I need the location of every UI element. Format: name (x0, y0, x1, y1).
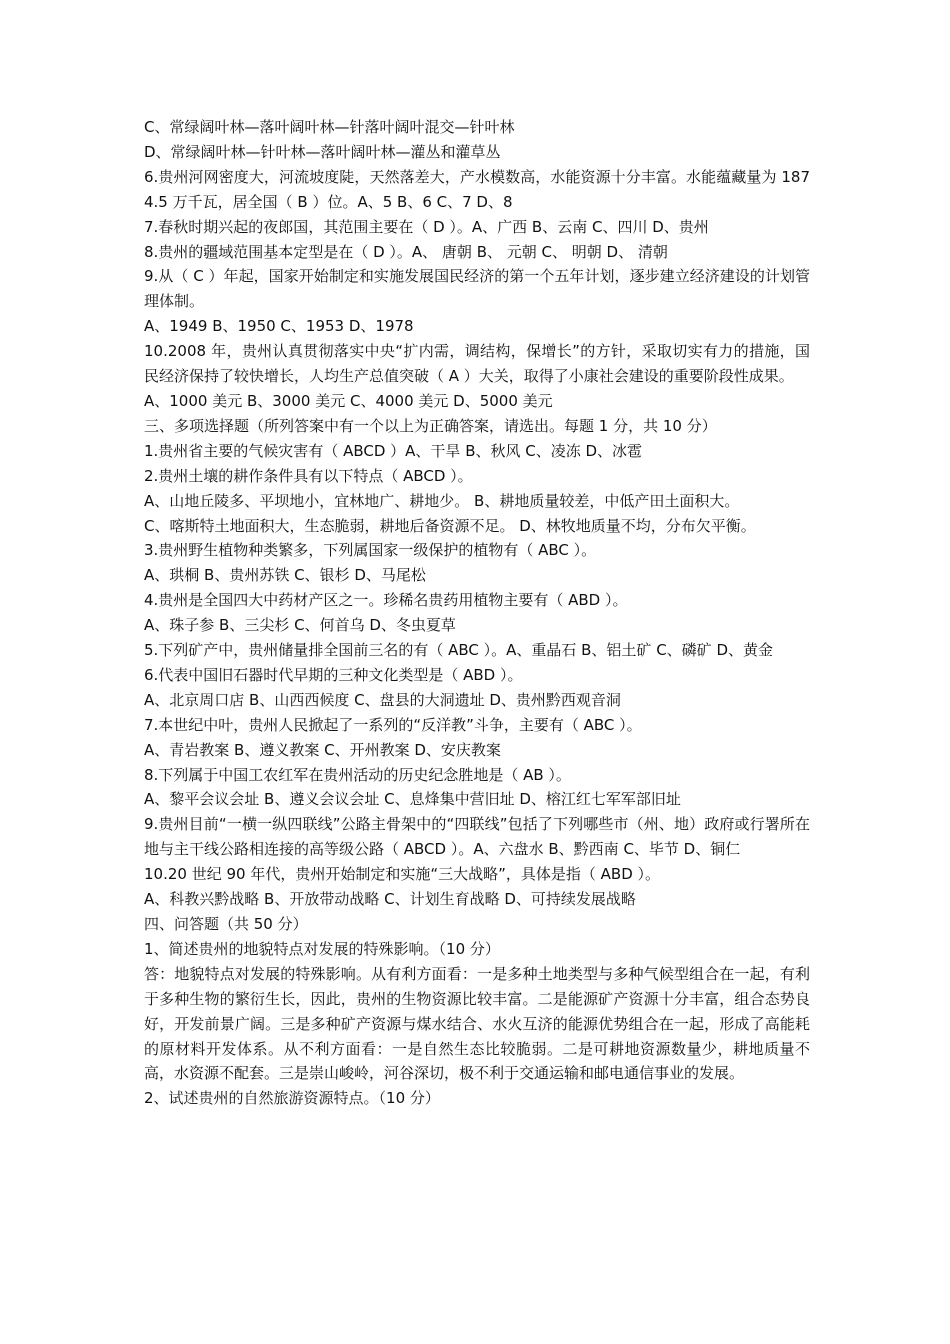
option-line: A、山地丘陵多、平坝地小，宜林地广、耕地少。 B、耕地质量较差，中低产田土面积大。 (144, 491, 740, 510)
question-text: 5.下列矿产中，贵州储量排全国前三名的有（ ABC ）。A、重晶石 B、铝土矿 C、磷矿 D、黄金 (144, 641, 773, 660)
question-text: 6.代表中国旧石器时代早期的三种文化类型是（ ABD ）。 (144, 665, 523, 684)
question-text: 4.贵州是全国四大中药材产区之一。珍稀名贵药用植物主要有（ ABD ）。 (144, 591, 628, 610)
question-text: 7.春秋时期兴起的夜郎国，其范围主要在（ D ）。A、广西 B、云南 C、四川 D、贵州 (144, 217, 709, 236)
question-text: 7.本世纪中叶，贵州人民掀起了一系列的“反洋教”斗争，主要有（ ABC ）。 (144, 715, 642, 734)
question-text: 2.贵州土壤的耕作条件具有以下特点（ ABCD ）。 (144, 466, 473, 485)
essay-question: 2、试述贵州的自然旅游资源特点。（10 分） (144, 1089, 440, 1108)
option-line: A、科教兴黔战略 B、开放带动战略 C、计划生育战略 D、可持续发展战略 (144, 890, 636, 909)
question-text: 6.贵州河网密度大，河流坡度陡，天然落差大，产水模数高，水能资源十分丰富。水能蕴藏量为 1874.5 万千瓦，居全国（ B ）位。A、5 B、6 C、7 D、8 (144, 167, 810, 211)
option-line: A、1000 美元 B、3000 美元 C、4000 美元 D、5000 美元 (144, 391, 553, 410)
essay-answer: 答：地貌特点对发展的特殊影响。从有利方面看：一是多种土地类型与多种气候型组合在一起，有利于多种生物的繁衍生长，因此，贵州的生物资源比较丰富。二是能源矿产资源十分丰富，组合态势良好，开发前景广阔。三是多种矿产资源与煤水结合、水火互济的能源优势组合在一起，形成了高能耗的原材料开发体系。从不利方面看：一是自然生态比较脆弱。二是可耕地资源数量少，耕地质量不高，水资源不配套。三是崇山峻岭，河谷深切，极不利于交通运输和邮电通信事业的发展。 (144, 964, 810, 1083)
question-text: 3.贵州野生植物种类繁多，下列属国家一级保护的植物有（ ABC ）。 (144, 541, 597, 560)
option-line: A、青岩教案 B、遵义教案 C、开州教案 D、安庆教案 (144, 740, 501, 759)
option-line: A、1949 B、1950 C、1953 D、1978 (144, 317, 414, 336)
question-text: 8.贵州的疆域范围基本定型是在（ D ）。A、 唐朝 B、 元朝 C、 明朝 D、 清朝 (144, 242, 668, 261)
question-text: 10.2008 年，贵州认真贯彻落实中央“扩内需，调结构，保增长”的方针，采取切实有力的措施，国民经济保持了较快增长，人均生产总值突破（ A ）大关，取得了小康社会建设的重要阶段性成果。 (144, 342, 810, 386)
question-text: 8.下列属于中国工农红军在贵州活动的历史纪念胜地是（ AB ）。 (144, 765, 571, 784)
section-heading: 四、问答题（共 50 分） (144, 915, 308, 933)
option-line: A、北京周口店 B、山西西候度 C、盘县的大洞遗址 D、贵州黔西观音洞 (144, 690, 621, 709)
option-line: A、黎平会议会址 B、遵义会议会址 C、息烽集中营旧址 D、榕江红七军军部旧址 (144, 790, 681, 809)
question-text: 9.贵州目前“一横一纵四联线”公路主骨架中的“四联线”包括了下列哪些市（州、地）政府或行署所在地与主干线公路相连接的高等级公路（ ABCD ）。A、六盘水 B、黔西南 C、毕节 D、铜仁 (144, 815, 810, 859)
option-line: A、珠子参 B、三尖杉 C、何首乌 D、冬虫夏草 (144, 616, 456, 635)
question-text: 9.从（ C ）年起，国家开始制定和实施发展国民经济的第一个五年计划，逐步建立经济建设的计划管理体制。 (144, 267, 810, 311)
essay-question: 1、简述贵州的地貌特点对发展的特殊影响。（10 分） (144, 939, 500, 958)
option-line: C、常绿阔叶林—落叶阔叶林—针落叶阔叶混交—针叶林 (144, 118, 515, 136)
document-page (144, 115, 810, 1111)
option-line: D、常绿阔叶林—针叶林—落叶阔叶林—灌丛和灌草丛 (144, 142, 501, 161)
option-line: A、珙桐 B、贵州苏铁 C、银杉 D、马尾松 (144, 566, 426, 585)
question-text: 10.20 世纪 90 年代，贵州开始制定和实施“三大战略”，具体是指（ ABD ）。 (144, 865, 661, 884)
question-text: 1.贵州省主要的气候灾害有（ ABCD ）A、干旱 B、秋风 C、凌冻 D、冰雹 (144, 441, 643, 460)
option-line: C、喀斯特土地面积大，生态脆弱，耕地后备资源不足。 D、林牧地质量不均，分布欠平衡。 (144, 516, 756, 535)
section-heading: 三、多项选择题（所列答案中有一个以上为正确答案，请选出。每题 1 分，共 10 分） (144, 416, 717, 435)
